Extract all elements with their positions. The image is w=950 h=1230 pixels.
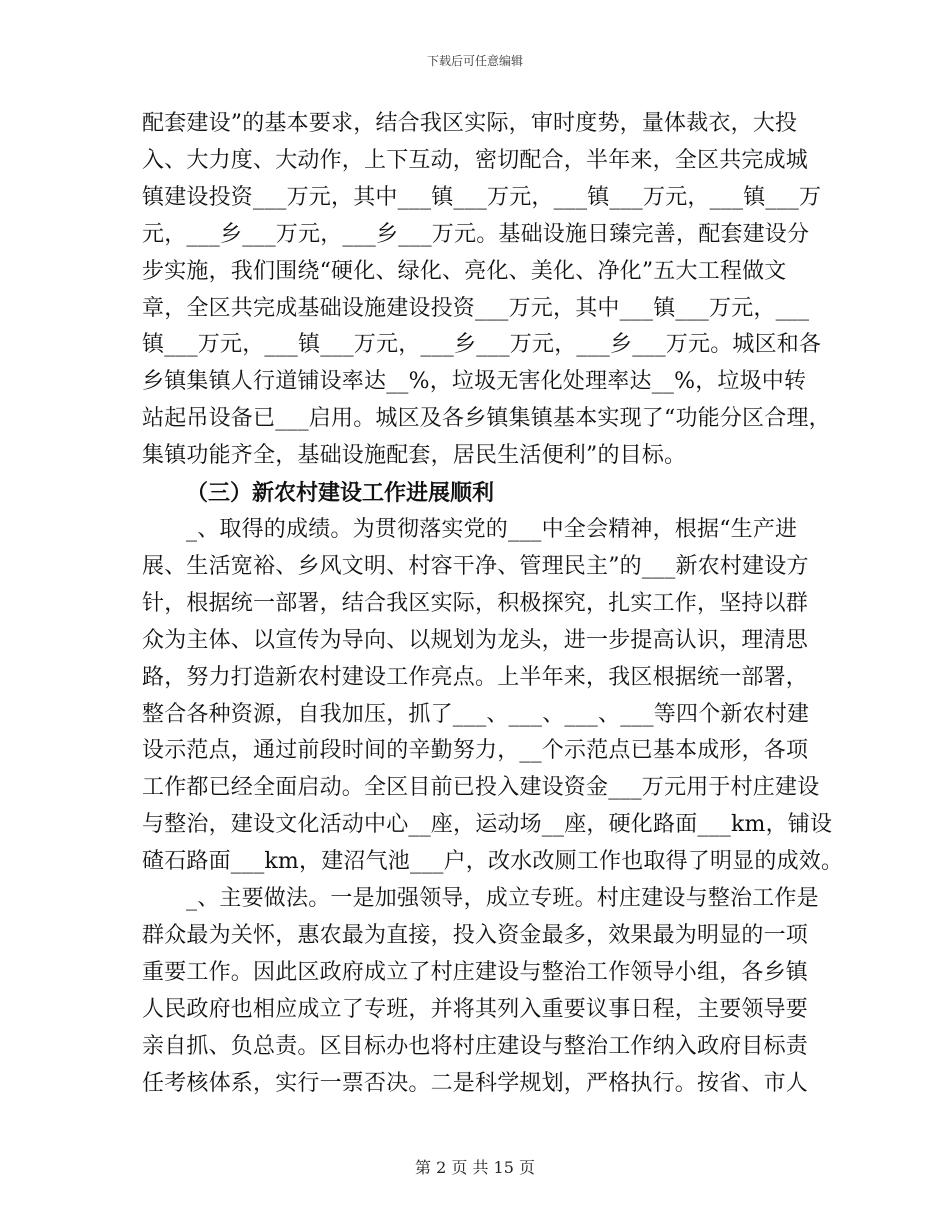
paragraph-achievements xyxy=(142,512,844,881)
paragraph-methods xyxy=(142,881,818,1102)
text-line: 与整治，建设文化活动中心__座，运动场__座，硬化路面___km，铺设 xyxy=(142,812,833,838)
page-footer: 第 2 页 共 15 页 xyxy=(415,1158,535,1177)
text-line: 步实施，我们围绕“硬化、绿化、亮化、美化、净化”五大工程做文 xyxy=(142,258,787,284)
text-line: 人民政府也相应成立了专班，并将其列入重要议事日程，主要领导要 xyxy=(142,996,809,1022)
text-line: 章，全区共完成基础设施建设投资___万元，其中___镇___万元，___ xyxy=(142,295,810,321)
text-line: 群众最为关怀，惠农最为直接，投入资金最多，效果最为明显的一项 xyxy=(142,922,809,948)
text-line: 工作都已经全面启动。全区目前已投入建设资金___万元用于村庄建设 xyxy=(142,775,820,801)
text-line: 入、大力度、大动作，上下互动，密切配合，半年来，全区共完成城 xyxy=(142,147,809,173)
text-line: 任考核体系，实行一票否决。二是科学规划，严格执行。按省、市人 xyxy=(142,1070,809,1096)
document-body xyxy=(142,106,844,1102)
text-line: 镇___万元，___镇___万元，___乡___万元，___乡___万元。城区和各 xyxy=(142,332,822,358)
text-line: 整合各种资源，自我加压，抓了___、___、___、___等四个新农村建 xyxy=(142,701,810,727)
text-line: 设示范点，通过前段时间的辛勤努力，__个示范点已基本成形，各项 xyxy=(142,738,809,764)
text-line: 亲自抓、负总责。区目标办也将村庄建设与整治工作纳入政府目标责 xyxy=(142,1033,809,1059)
text-line: 针，根据统一部署，结合我区实际，积极探究，扎实工作，坚持以群 xyxy=(142,590,809,616)
text-line: 重要工作。因此区政府成立了村庄建设与整治工作领导小组，各乡镇 xyxy=(142,959,809,985)
page-header: 下载后可任意编辑 xyxy=(426,54,523,68)
text-line: 众为主体、以宣传为导向、以规划为龙头，进一步提高认识，理清思 xyxy=(142,627,809,653)
text-line: 碴石路面___km，建沼气池___户，改水改厕工作也取得了明显的成效。 xyxy=(142,849,844,875)
text-line: 乡镇集镇人行道铺设率达__%，垃圾无害化处理率达__%，垃圾中转 xyxy=(142,369,807,395)
text-line: 站起吊设备已___启用。城区及各乡镇集镇基本实现了“功能分区合理， xyxy=(142,406,831,432)
text-line: 镇建设投资___万元，其中___镇___万元，___镇___万元，___镇___万 xyxy=(142,184,822,210)
text-line: 集镇功能齐全，基础设施配套，居民生活便利”的目标。 xyxy=(142,443,687,469)
text-line: 路，努力打造新农村建设工作亮点。上半年来，我区根据统一部署， xyxy=(142,664,809,690)
text-line: _、取得的成绩。为贯彻落实党的___中全会精神，根据“生产进 xyxy=(186,516,798,542)
paragraph-infrastructure xyxy=(142,106,831,475)
text-line: _、主要做法。一是加强领导，成立专班。村庄建设与整治工作是 xyxy=(186,886,819,912)
section-heading: （三）新农村建设工作进展顺利 xyxy=(186,480,495,507)
text-line: 展、生活宽裕、乡风文明、村容干净、管理民主”的___新农村建设方 xyxy=(142,553,809,579)
text-line: 配套建设”的基本要求，结合我区实际，审时度势，量体裁衣，大投 xyxy=(142,111,798,136)
text-line: 元，___乡___万元，___乡___万元。基础设施日臻完善，配套建设分 xyxy=(142,221,810,247)
